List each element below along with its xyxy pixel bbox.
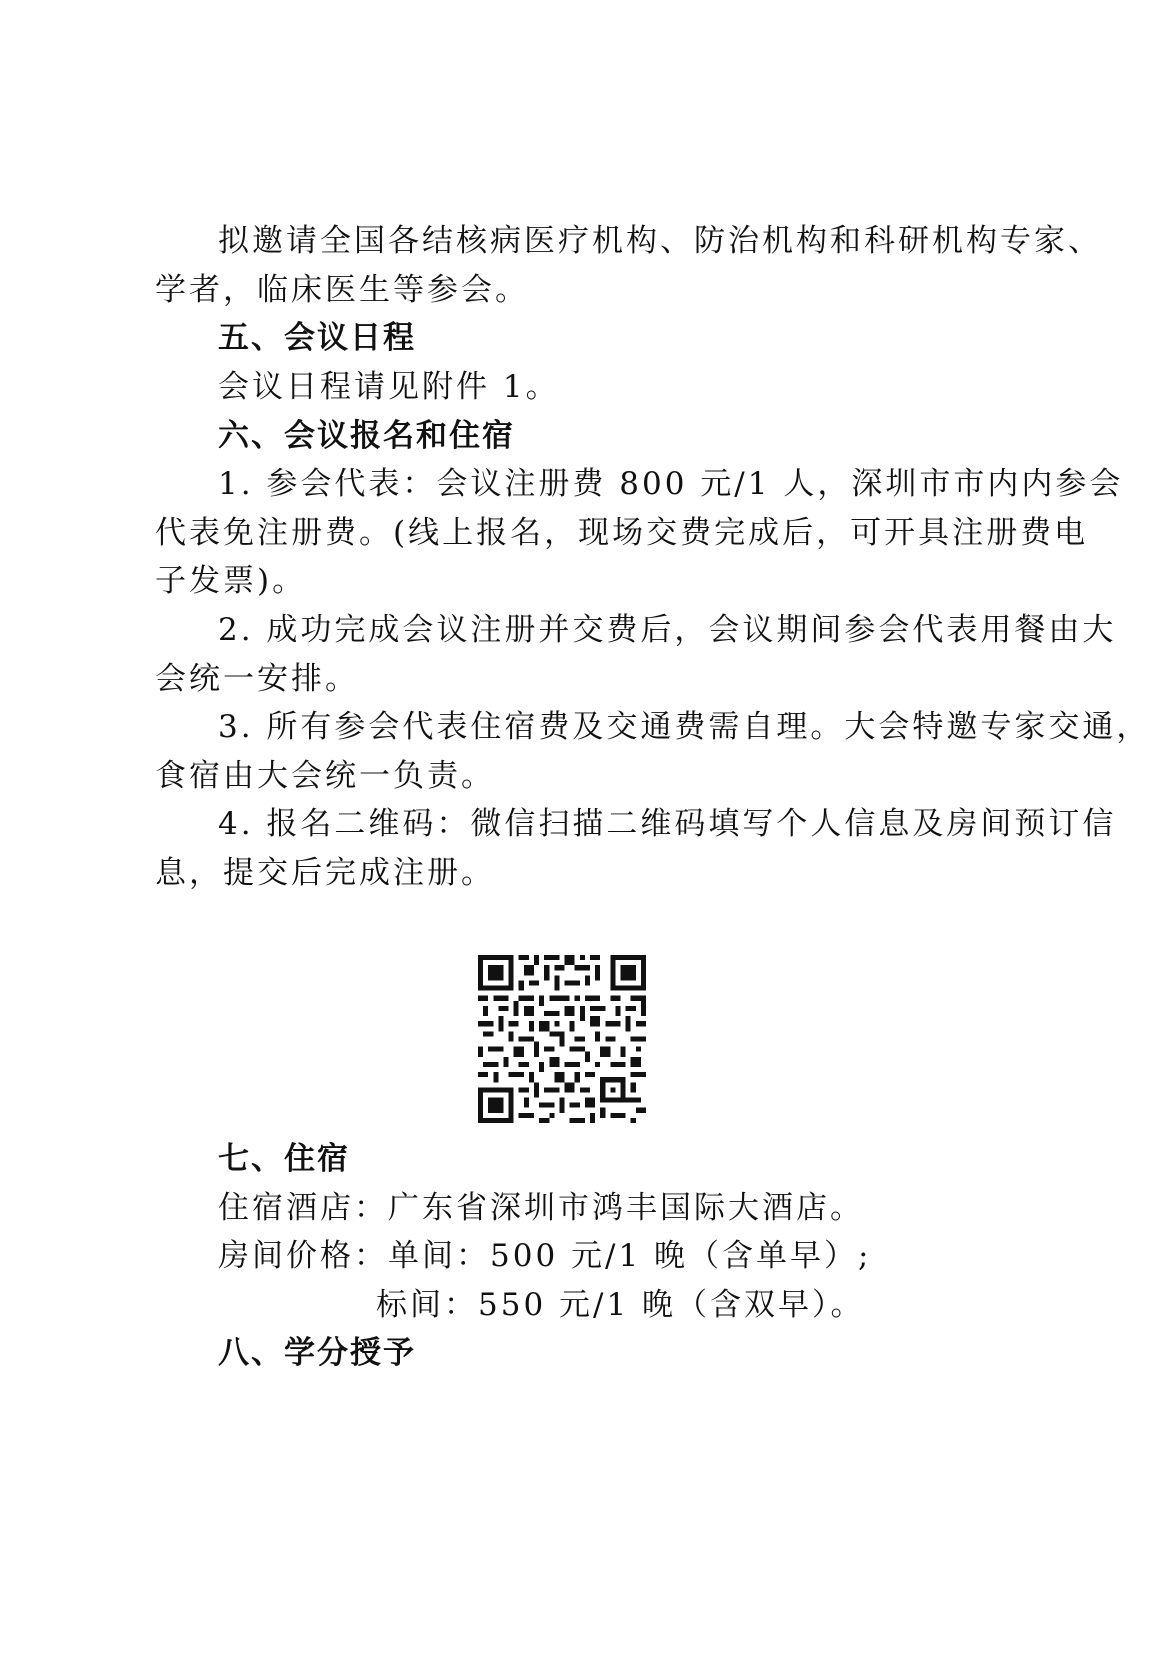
room-price-single: 房间价格：单间：500 元/1 晚（含单早）;	[218, 1238, 872, 1274]
registration-item-1-line-3: 子发票)。	[155, 563, 307, 599]
room-price-standard: 标间：550 元/1 晚（含双早）。	[376, 1287, 865, 1323]
registration-item-4-line-1: 4. 报名二维码：微信扫描二维码填写个人信息及房间预订信	[218, 806, 1117, 842]
registration-item-1-line-2: 代表免注册费。(线上报名，现场交费完成后，可开具注册费电	[155, 515, 1089, 551]
section-heading-credits: 八、学分授予	[218, 1335, 416, 1371]
section-heading-schedule: 五、会议日程	[218, 320, 416, 356]
schedule-text: 会议日程请见附件 1。	[218, 369, 560, 405]
section-heading-accommodation: 七、住宿	[218, 1141, 350, 1177]
qr-code-icon[interactable]	[478, 955, 646, 1123]
registration-item-3-line-1: 3. 所有参会代表住宿费及交通费需自理。大会特邀专家交通，	[218, 709, 1151, 745]
registration-item-1-line-1: 1. 参会代表：会议注册费 800 元/1 人，深圳市市内内参会	[218, 466, 1124, 502]
invite-line-2: 学者，临床医生等参会。	[155, 272, 529, 308]
section-heading-registration: 六、会议报名和住宿	[218, 418, 515, 454]
registration-item-4-line-2: 息，提交后完成注册。	[155, 855, 495, 891]
registration-item-2-line-2: 会统一安排。	[155, 661, 359, 697]
registration-item-3-line-2: 食宿由大会统一负责。	[155, 758, 495, 794]
registration-item-2-line-1: 2. 成功完成会议注册并交费后，会议期间参会代表用餐由大	[218, 612, 1117, 648]
invite-line-1: 拟邀请全国各结核病医疗机构、防治机构和科研机构专家、	[218, 223, 1102, 259]
hotel-info: 住宿酒店：广东省深圳市鸿丰国际大酒店。	[218, 1190, 864, 1226]
